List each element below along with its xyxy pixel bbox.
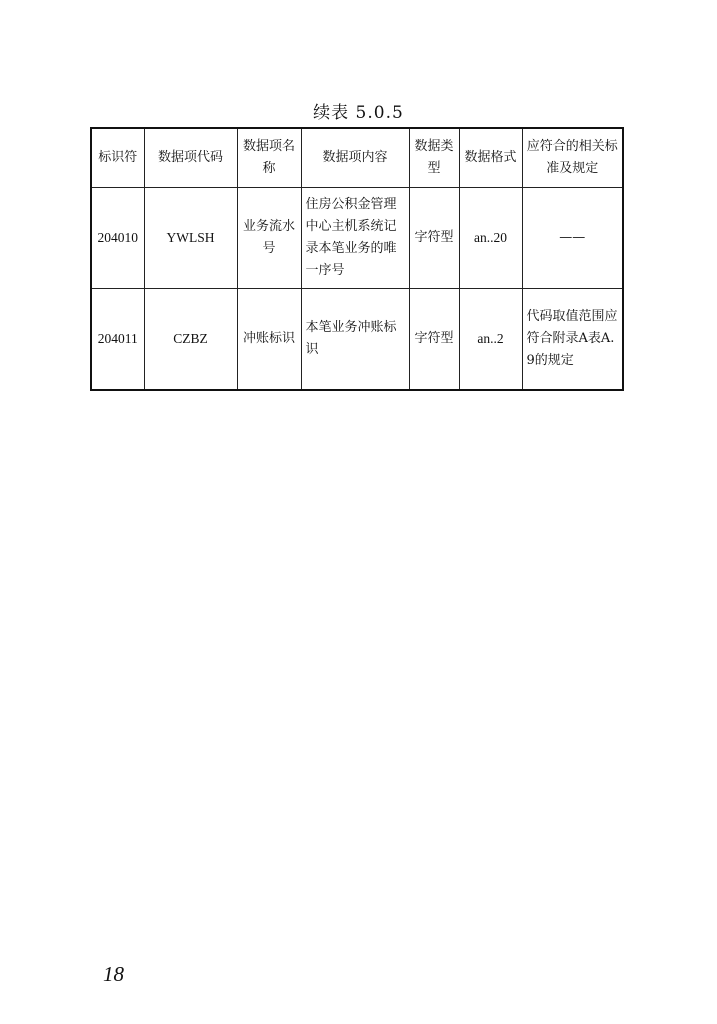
- page-number: 18: [103, 962, 124, 986]
- cell-standard: 代码取值范围应符合附录A表A.9的规定: [522, 289, 623, 391]
- cell-content: 住房公积金管理中心主机系统记录本笔业务的唯一序号: [301, 188, 409, 289]
- cell-type: 字符型: [409, 289, 459, 391]
- header-content: 数据项内容: [301, 128, 409, 188]
- table-row: [91, 289, 623, 391]
- cell-format: an..2: [459, 289, 522, 391]
- header-identifier: 标识符: [91, 128, 144, 188]
- header-code: 数据项代码: [144, 128, 237, 188]
- cell-code: CZBZ: [144, 289, 237, 391]
- header-format: 数据格式: [459, 128, 522, 188]
- cell-type: 字符型: [409, 188, 459, 289]
- header-name: 数据项名称: [237, 128, 301, 188]
- header-standard: 应符合的相关标准及规定: [522, 128, 623, 188]
- cell-content: 本笔业务冲账标识: [301, 289, 409, 391]
- cell-identifier: 204010: [91, 188, 144, 289]
- cell-format: an..20: [459, 188, 522, 289]
- cell-name: 业务流水号: [237, 188, 301, 289]
- table-row: [91, 188, 623, 289]
- cell-code: YWLSH: [144, 188, 237, 289]
- table-header-row: [91, 128, 623, 188]
- header-type: 数据类型: [409, 128, 459, 188]
- cell-standard: ——: [522, 188, 623, 289]
- cell-name: 冲账标识: [237, 289, 301, 391]
- cell-identifier: 204011: [91, 289, 144, 391]
- table-caption: 续表 5.0.5: [313, 103, 404, 123]
- data-table: [90, 127, 624, 391]
